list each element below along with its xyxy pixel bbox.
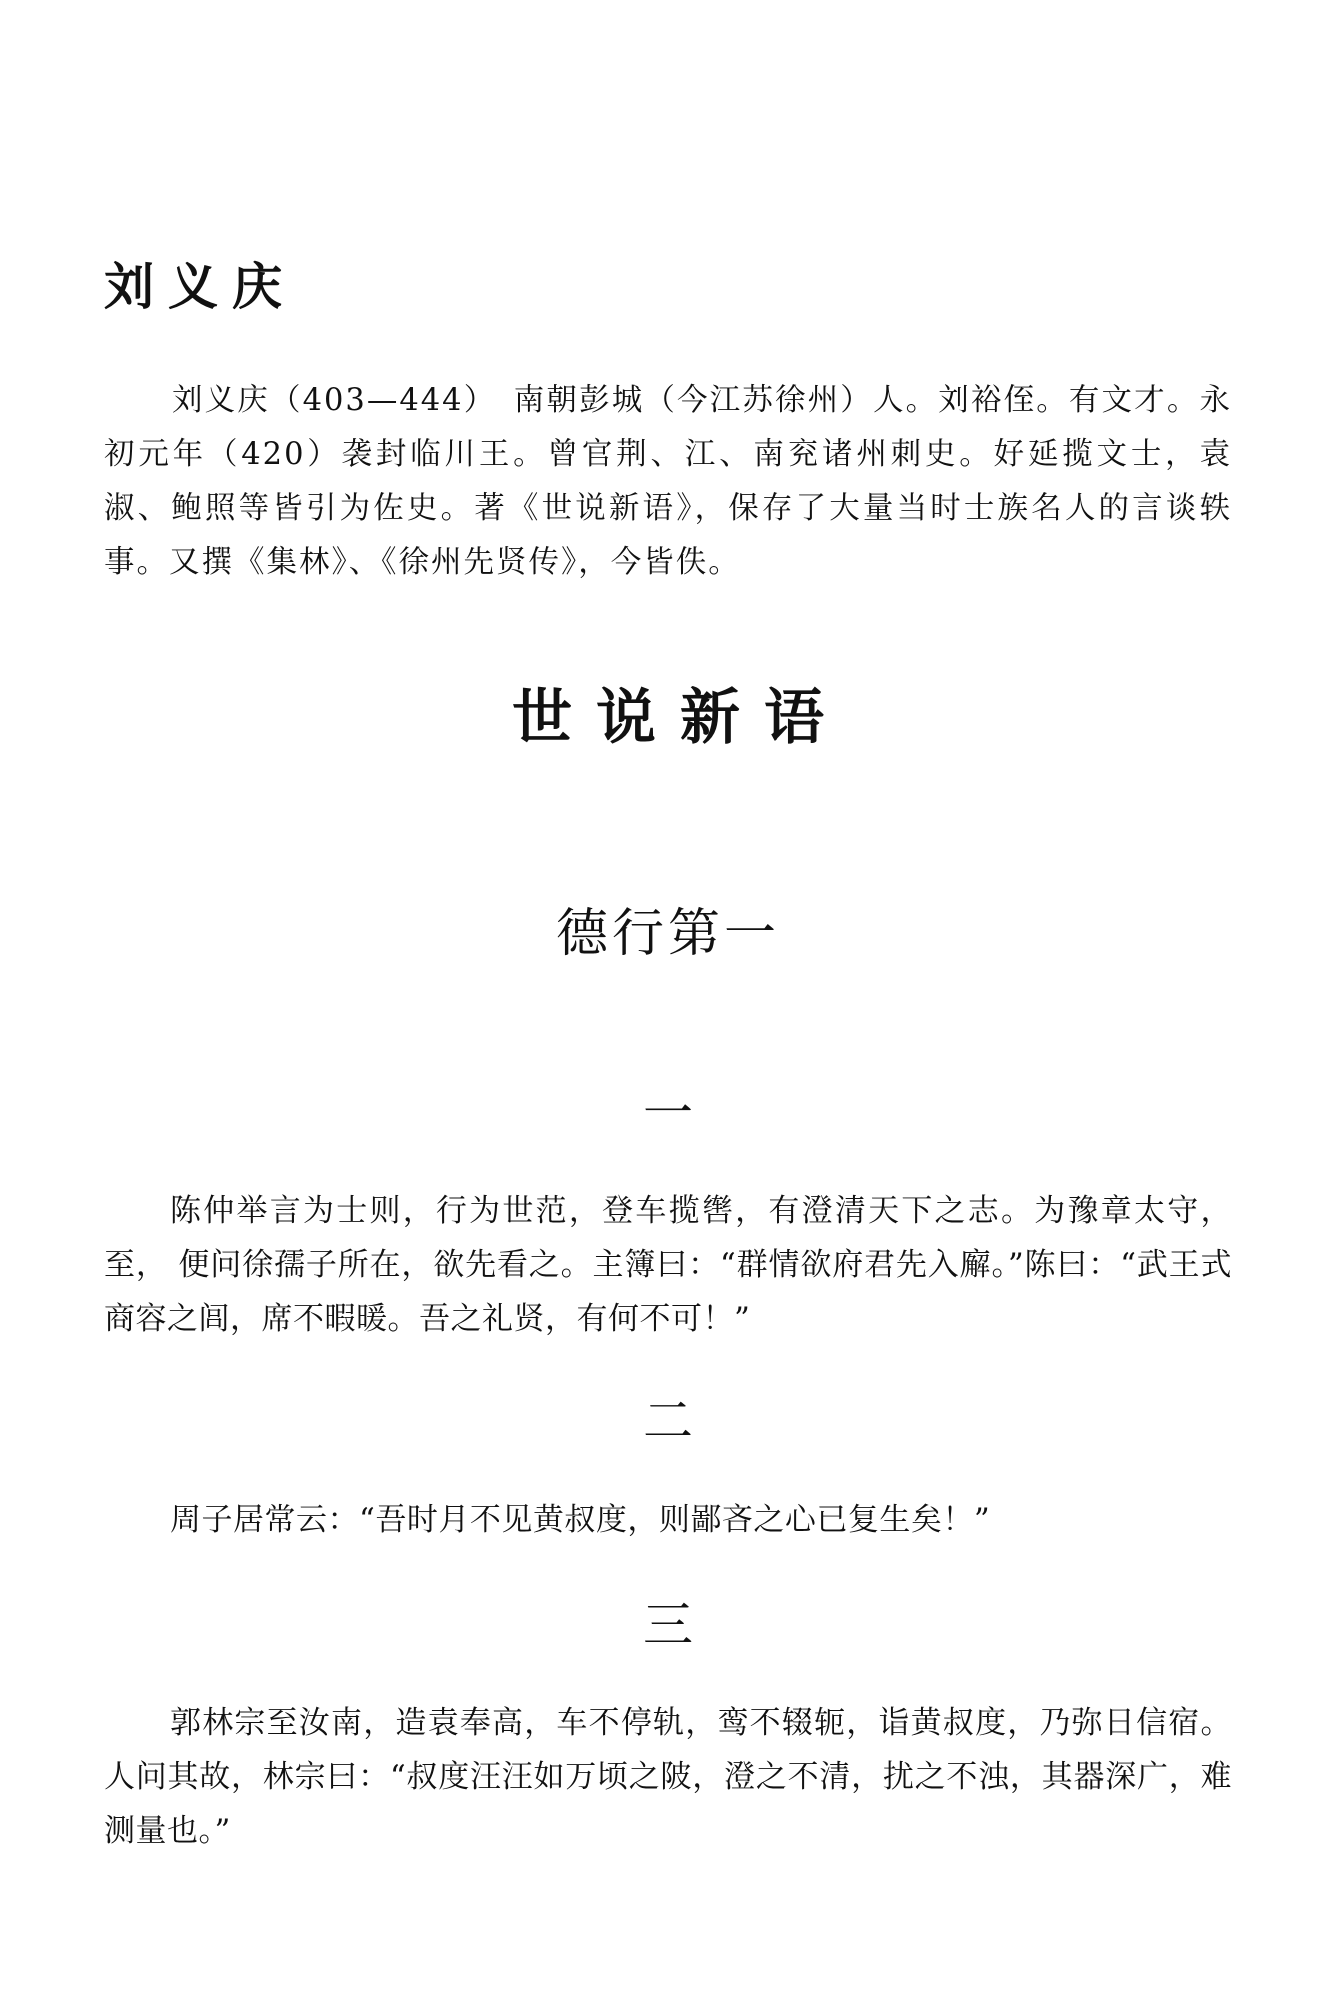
section-text-1: 陈仲举言为士则，行为世范，登车揽辔，有澄清天下之志。为豫章太守，至， 便问徐孺子所在，欲先看之。主簿曰：“群情欲府君先入廨。”陈曰：“武王式商容之闾，席不暇暖。吾之礼贤，有何不可！” (104, 1193, 1232, 1337)
section-number-3: 三 (643, 1596, 693, 1654)
section-text-3: 郭林宗至汝南，造袁奉高，车不停轨，鸾不辍轭，诣黄叔度，乃弥日信宿。人问其故，林宗曰：“叔度汪汪如万顷之陂，澄之不清，扰之不浊，其器深广，难测量也。” (104, 1705, 1232, 1849)
author-heading: 刘义庆 (104, 258, 296, 316)
book-title: 世说新语 (512, 683, 848, 753)
author-biography: 刘义庆（403—444） 南朝彭城（今江苏徐州）人。刘裕侄。有文才。永初元年（420）袭封临川王。曾官荆、江、南兖诸州刺史。好延揽文士，袁淑、鲍照等皆引为佐史。著《世说新语》，保存了大量当时士族名人的言谈轶事。又撰《集林》、《徐州先贤传》，今皆佚。 (104, 383, 1232, 580)
section-number-2: 二 (643, 1392, 693, 1450)
section-text-2: 周子居常云：“吾时月不见黄叔度，则鄙吝之心已复生矣！” (170, 1502, 991, 1538)
chapter-title: 德行第一 (555, 904, 780, 964)
section-number-1: 一 (643, 1084, 693, 1142)
